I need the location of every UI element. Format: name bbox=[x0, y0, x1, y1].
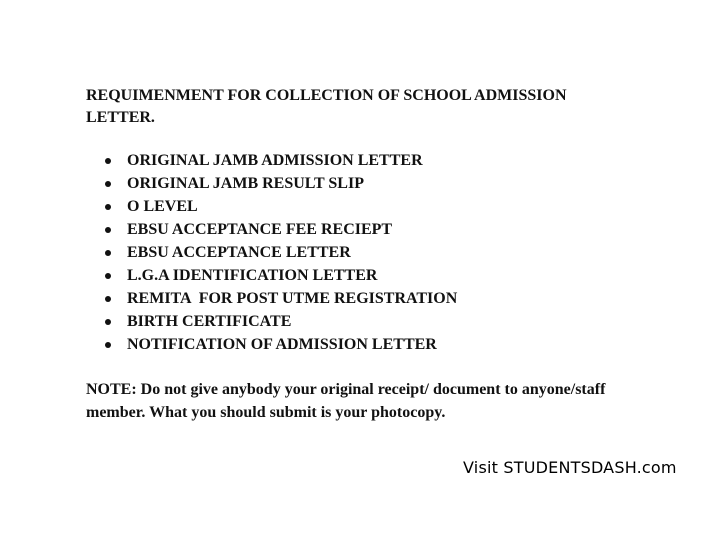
list-item bbox=[86, 310, 457, 333]
list-item-text: ORIGINAL JAMB RESULT SLIP bbox=[127, 175, 364, 192]
list-item-text: EBSU ACCEPTANCE FEE RECIEPT bbox=[127, 221, 393, 238]
list-item bbox=[86, 264, 457, 287]
list-item bbox=[86, 241, 457, 264]
bullet-icon bbox=[105, 319, 111, 325]
note-paragraph: NOTE: Do not give anybody your original receipt/ document to anyone/staff member. What you should submit is your photocopy. bbox=[86, 381, 606, 421]
watermark-text: Visit STUDENTSDASH.com bbox=[463, 458, 677, 477]
list-item-text: ORIGINAL JAMB ADMISSION LETTER bbox=[127, 152, 423, 169]
list-item bbox=[86, 195, 457, 218]
bullet-icon bbox=[105, 204, 111, 210]
list-item-text: NOTIFICATION OF ADMISSION LETTER bbox=[127, 336, 437, 353]
bullet-icon bbox=[105, 342, 111, 348]
list-item-text: BIRTH CERTIFICATE bbox=[127, 313, 292, 330]
list-item-text: L.G.A IDENTIFICATION LETTER bbox=[127, 267, 378, 284]
document-heading: REQUIMENMENT FOR COLLECTION OF SCHOOL ADMISSION LETTER. bbox=[86, 87, 567, 126]
bullet-icon bbox=[105, 250, 111, 256]
bullet-icon bbox=[105, 181, 111, 187]
list-item bbox=[86, 218, 457, 241]
list-item bbox=[86, 149, 457, 172]
bullet-icon bbox=[105, 296, 111, 302]
list-item bbox=[86, 333, 457, 356]
requirements-list bbox=[86, 149, 457, 356]
list-item-text: EBSU ACCEPTANCE LETTER bbox=[127, 244, 351, 261]
list-item bbox=[86, 172, 457, 195]
bullet-icon bbox=[105, 158, 111, 164]
bullet-icon bbox=[105, 227, 111, 233]
list-item bbox=[86, 287, 457, 310]
bullet-icon bbox=[105, 273, 111, 279]
list-item-text: O LEVEL bbox=[127, 198, 198, 215]
list-item-text: REMITA FOR POST UTME REGISTRATION bbox=[127, 290, 458, 307]
